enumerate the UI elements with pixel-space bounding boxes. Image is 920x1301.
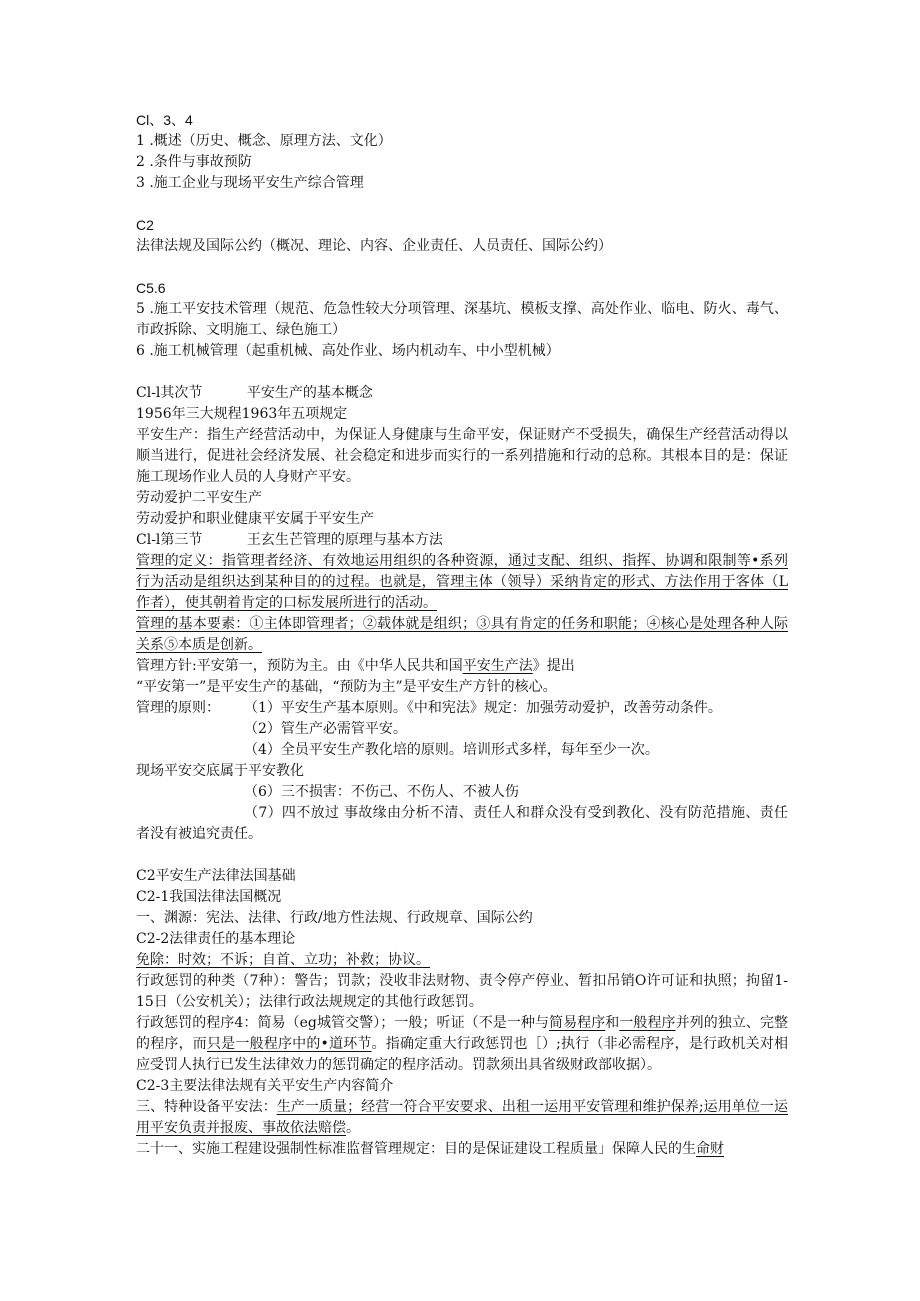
principle-1: 管理的原则： （1）平安生产基本原则。《中和宪法》规定：加强劳动爱护，改善劳动条件。 [136,700,722,716]
labor-line-1: 劳动爱护二平安生产 [136,490,262,506]
outline-line-2: 法律法规及国际公约（概况、理论、内容、企业责任、人员责任、国际公约） [136,238,612,254]
c2-title: C2平安生产法律法国基础 [136,868,296,884]
penalty-types: 行政惩罚的种类（7种）：警告；罚款；没收非法财物、责令停产停业、暂扣吊销O许可证和执照；拘留1-15日（公安机关）；法律行政法规规定的其他行政惩罚。 [136,973,788,1010]
outline-item-1: 1 .概述（历史、概念、原理方法、文化） [136,133,392,149]
principle-2: （2）管生产必需管平安。 [244,721,407,737]
principle-4: （4）全员平安生产教化培的原则。培训形式多样，每年至少一次。 [244,742,659,758]
penalty-procedure: 行政惩罚的程序4：简易（eg城管交警）；一般；听证（不是一种与简易程序和一般程序并列的独立、完整的程序，而只是一般程序中的•道环节。指确定重大行政惩罚也［）;执行（非必需程序，是行政机关对相应受罚人执行已发生法律效力的惩罚确定的程序活动。罚款须出具省级财政部收据）。 [136,1015,789,1073]
spacer [136,845,788,866]
outline-item-3: 3 .施工企业与现场平安生产综合管理 [136,175,364,191]
spacer [136,362,788,383]
history-line: 1956年三大规程1963年五项规定 [136,406,348,422]
management-elements: 管理的基本要素：①主体即管理者；②载体就是组织；③具有肯定的任务和职能；④核心是处理各种人际关系⑤本质是创新。 [136,616,788,653]
labor-line-2: 劳动爱护和职业健康平安属于平安生产 [136,511,374,527]
special-equipment-law: 三、特种设备平安法：生产一质量；经营一符合平安要求、出租一运用平安管理和维护保养;运用单位一运用平安负责并报废、事故依法赔偿。 [136,1099,789,1136]
management-policy: 管理方针:平安第一，预防为主。由《中华人民共和国平安生产法》提出 [136,658,575,674]
safety-definition: 平安生产：指生产经营活动中，为保证人身健康与生命平安，保证财产不受损失，确保生产经营活动得以顺当进行，促进社会经济发展、社会稳定和进步而实行的一系列措施和行动的总称。其根本目的是：保证施工现场作业人员的人身财产平安。 [136,427,788,485]
outline-heading-2: C2 [136,217,154,233]
management-policy-2: “平安第一”是平安生产的基础，“预防为主”是平安生产方针的核心。 [136,679,557,695]
outline-heading-1: Cl、3、4 [136,112,193,128]
c2-3-heading: C2-3主要法律法规有关平安生产内容简介 [136,1078,394,1094]
site-briefing: 现场平安交底属于平安教化 [136,763,304,779]
mandatory-standard-rule: 二十一、实施工程建设强制性标准监督管理规定：目的是保证建设工程质量」保障人民的生命财 [136,1141,724,1157]
outline-item-6: 6 .施工机械管理（起重机械、高处作业、场内机动车、中小型机械） [136,343,560,359]
outline-heading-3: C5.6 [136,280,166,296]
spacer [136,257,788,278]
outline-item-5: 5 .施工平安技术管理（规范、危急性较大分项管理、深基坑、模板支撑、高处作业、临电、防火、毒气、市政拆除、文明施工、绿色施工） [136,301,788,338]
section-title-2: Cl-l其次节 平安生产的基本概念 [136,385,373,401]
section-title-3: Cl-l第三节 王玄生芒管理的原理与基本方法 [136,532,443,548]
spacer [136,194,788,215]
document-page [136,110,788,1160]
management-definition: 管理的定义：指管理者经济、有效地运用组织的各种资源，通过支配、组织、指挥、协调和限制等•系列行为活动是组织达到某种目的的过程。也就是，管理主体（领导）采纳肯定的形式、方法作用于客体（L作者），使其朝着肯定的口标发展所进行的活动。 [136,553,788,611]
principle-6: （6）三不损害：不伤己、不伤人、不被人伤 [244,784,519,800]
c2-1-heading: C2-1我国法律法国概况 [136,889,282,905]
liability-exemption: 免除：时效；不诉；自首、立功；补救；协议。 [136,952,430,968]
c2-2-heading: C2-2法律责任的基本理论 [136,931,296,947]
legal-sources: 一、渊源：宪法、法律、行政/地方性法规、行政规章、国际公约 [136,910,533,926]
principle-7: （7）四不放过 事故缘由分析不清、责任人和群众没有受到教化、没有防范措施、责任者没有被追究责任。 [136,805,788,842]
outline-item-2: 2 .条件与事故预防 [136,154,252,170]
